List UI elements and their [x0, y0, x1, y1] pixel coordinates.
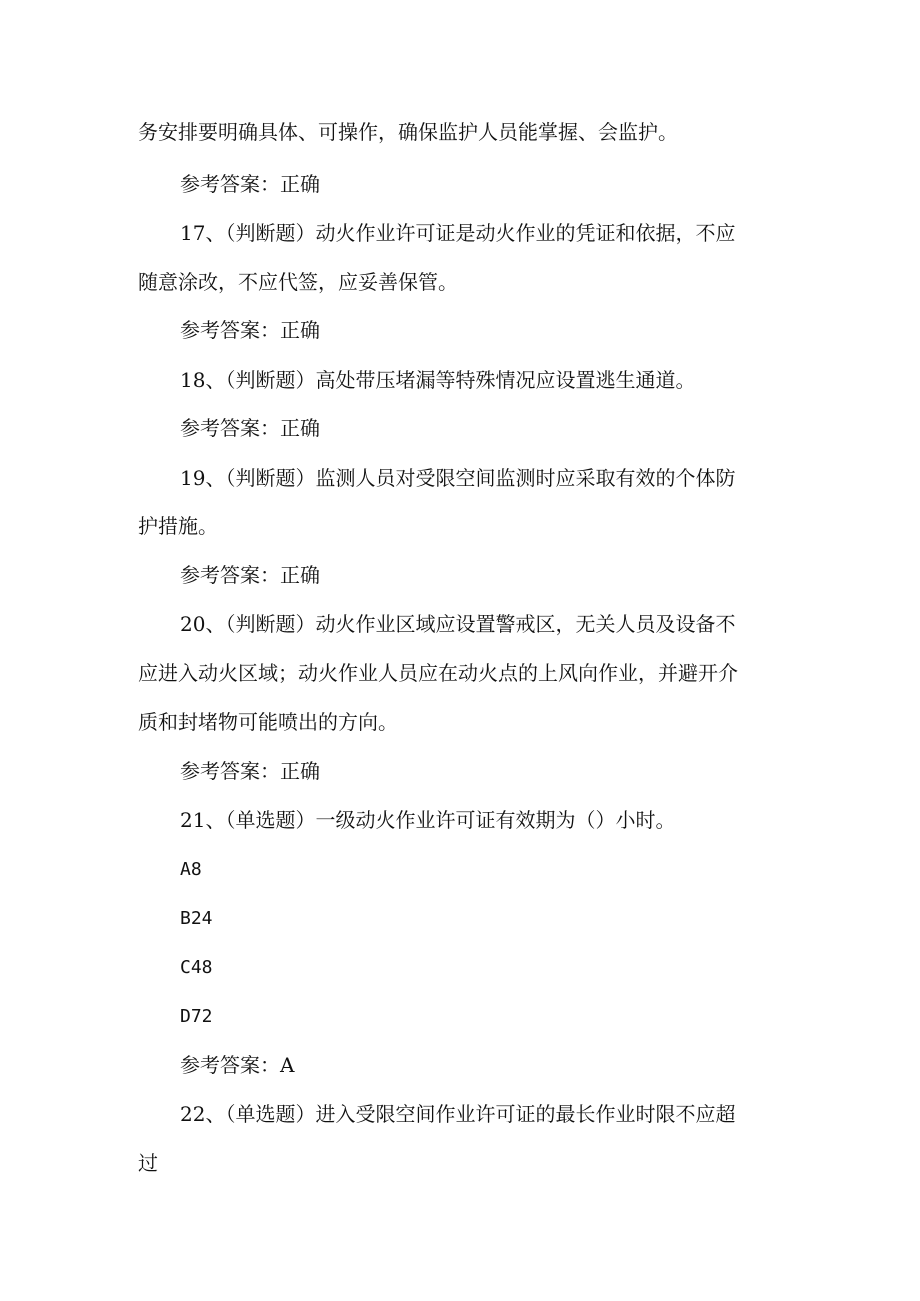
paragraph-line: 务安排要明确具体、可操作，确保监护人员能掌握、会监护。 [138, 120, 678, 144]
question-20-line-3: 质和封堵物可能喷出的方向。 [138, 710, 398, 734]
question-22-line-2: 过 [138, 1151, 158, 1175]
question-20-line-1: 20、（判断题）动火作业区域应设置警戒区，无关人员及设备不 [180, 612, 736, 636]
answer-21: 参考答案：A [180, 1053, 295, 1077]
question-17-line-1: 17、（判断题）动火作业许可证是动火作业的凭证和依据，不应 [180, 221, 736, 245]
answer-18: 参考答案：正确 [180, 416, 320, 440]
question-20-line-2: 应进入动火区域；动火作业人员应在动火点的上风向作业，并避开介 [138, 661, 738, 685]
question-18: 18、（判断题）高处带压堵漏等特殊情况应设置逃生通道。 [180, 368, 696, 392]
answer-19: 参考答案：正确 [180, 563, 320, 587]
option-a: A8 [180, 859, 202, 880]
option-b: B24 [180, 908, 213, 929]
question-17-line-2: 随意涂改，不应代签，应妥善保管。 [138, 270, 458, 294]
option-c: C48 [180, 957, 213, 978]
question-22-line-1: 22、（单选题）进入受限空间作业许可证的最长作业时限不应超 [180, 1102, 736, 1126]
question-21: 21、（单选题）一级动火作业许可证有效期为（）小时。 [180, 808, 676, 832]
question-19-line-1: 19、（判断题）监测人员对受限空间监测时应采取有效的个体防 [180, 466, 736, 490]
answer-17: 参考答案：正确 [180, 318, 320, 342]
answer-line: 参考答案：正确 [180, 172, 320, 196]
answer-20: 参考答案：正确 [180, 759, 320, 783]
question-19-line-2: 护措施。 [138, 514, 218, 538]
option-d: D72 [180, 1006, 213, 1027]
